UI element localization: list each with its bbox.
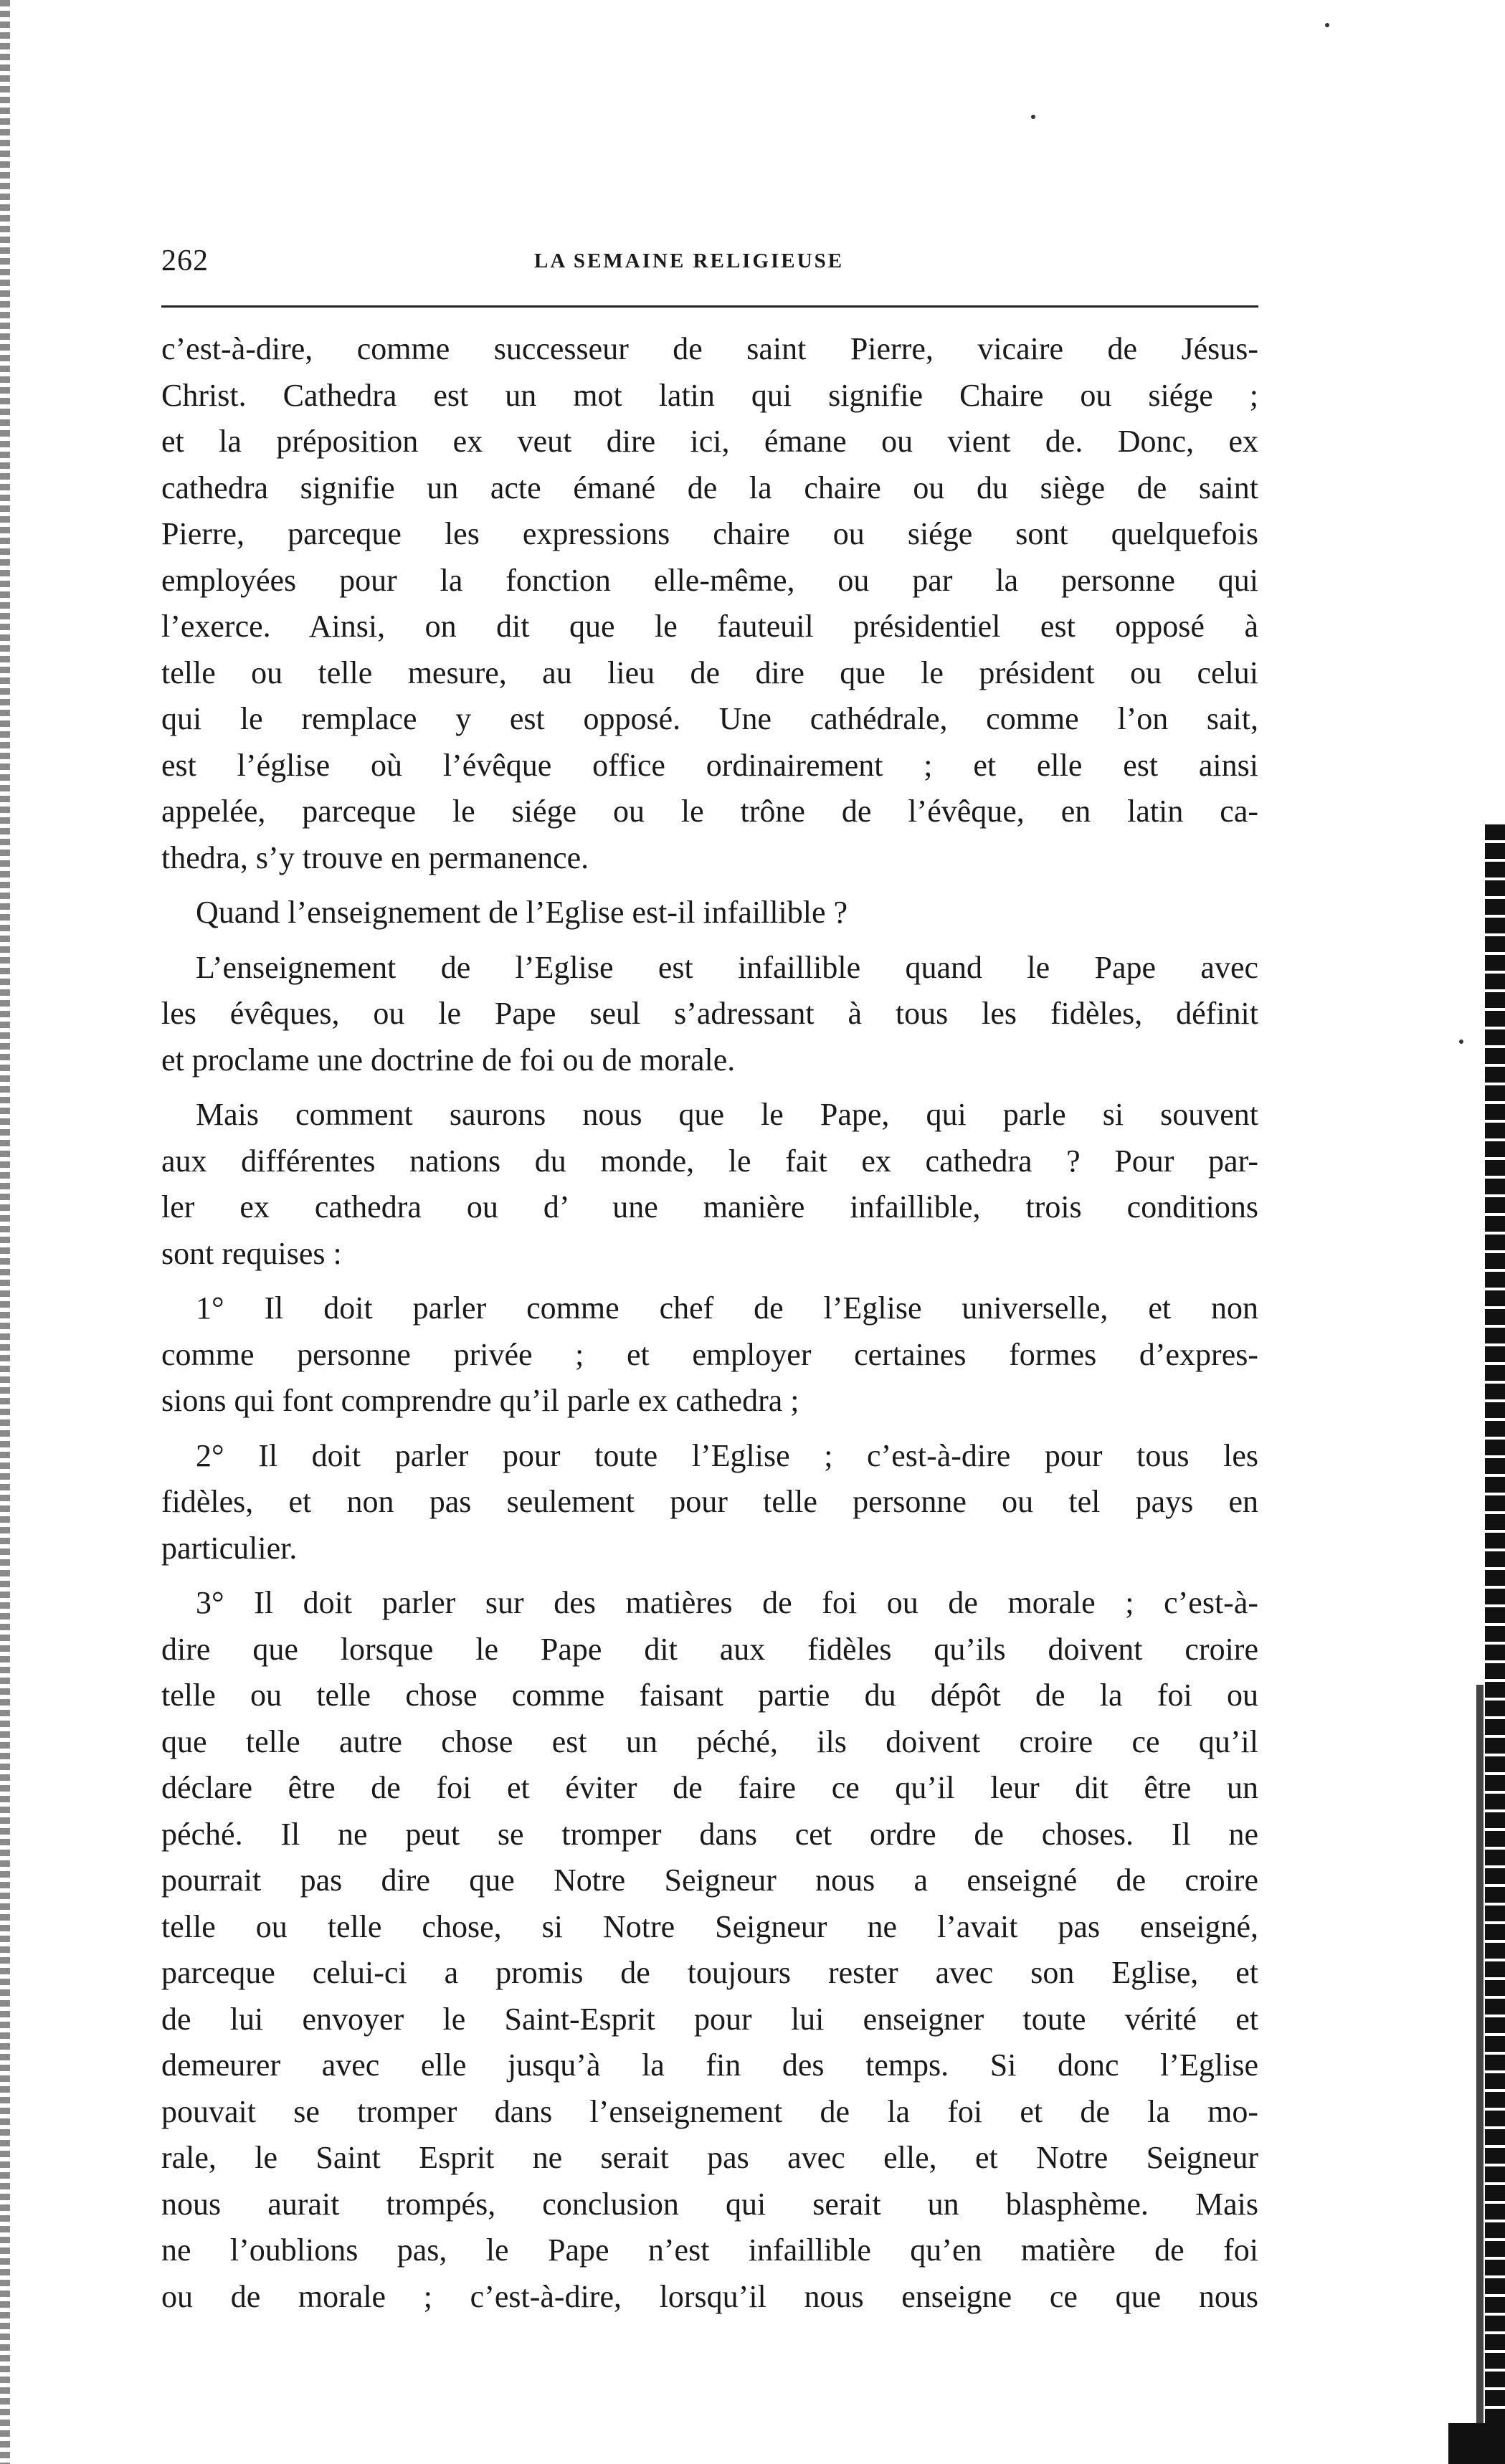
running-head: LA SEMAINE RELIGIEUSE	[534, 249, 845, 272]
text-line: L’enseignement de l’Eglise est infaillible quand le Pape avec	[196, 949, 1258, 985]
text-line: déclare être de foi et éviter de faire ce qu’il leur dit être un	[161, 1770, 1258, 1805]
scan-speck	[1031, 115, 1035, 119]
page-binding-edge	[0, 0, 10, 2464]
text-line: pouvait se tromper dans l’enseignement de la foi et de la mo-	[161, 2093, 1258, 2129]
text-line: est l’église où l’évêque office ordinairement ; et elle est ainsi	[161, 747, 1258, 783]
text-line: aux différentes nations du monde, le fait ex cathedra ? Pour par-	[161, 1143, 1258, 1179]
text-line: qui le remplace y est opposé. Une cathédrale, comme l’on sait,	[161, 701, 1258, 736]
paragraph	[161, 1285, 1258, 1424]
text-line: c’est-à-dire, comme successeur de saint Pierre, vicaire de Jésus-	[161, 331, 1258, 366]
body-text	[161, 326, 1258, 2329]
text-line: les évêques, ou le Pape seul s’adressant à tous les fidèles, définit	[161, 996, 1258, 1031]
page-corner-shadow	[1448, 2423, 1505, 2464]
page-right-edge-line	[1476, 1685, 1483, 2464]
text-line: thedra, s’y trouve en permanence.	[161, 839, 589, 875]
paragraph	[161, 1092, 1258, 1277]
text-line: fidèles, et non pas seulement pour telle personne ou tel pays en	[161, 1484, 1258, 1519]
text-line: rale, le Saint Esprit ne serait pas avec elle, et Notre Seigneur	[161, 2140, 1258, 2175]
scan-speck	[1325, 23, 1329, 27]
page-number: 262	[161, 244, 209, 277]
text-line: Quand l’enseignement de l’Eglise est-il infaillible ?	[196, 895, 848, 930]
text-line: 3° Il doit parler sur des matières de foi ou de morale ; c’est-à-	[196, 1585, 1258, 1620]
text-line: telle ou telle chose comme faisant partie du dépôt de la foi ou	[161, 1678, 1258, 1713]
text-line: ler ex cathedra ou d’ une manière infaillible, trois conditions	[161, 1189, 1258, 1224]
text-line: demeurer avec elle jusqu’à la fin des temps. Si donc l’Eglise	[161, 2047, 1258, 2083]
text-line: employées pour la fonction elle-même, ou par la personne qui	[161, 562, 1258, 598]
page-header	[161, 244, 1258, 287]
header-rule	[161, 305, 1258, 308]
text-line: pourrait pas dire que Notre Seigneur nous a enseigné de croire	[161, 1863, 1258, 1898]
paragraph	[161, 945, 1258, 1084]
text-line: telle ou telle mesure, au lieu de dire que le président ou celui	[161, 655, 1258, 690]
text-line: péché. Il ne peut se tromper dans cet ordre de choses. Il ne	[161, 1816, 1258, 1852]
paragraph	[161, 326, 1258, 881]
text-line: ne l’oublions pas, le Pape n’est infaillible qu’en matière de foi	[161, 2232, 1258, 2268]
text-line: et la préposition ex veut dire ici, émane ou vient de. Donc, ex	[161, 424, 1258, 459]
paragraph	[161, 1433, 1258, 1572]
text-line: Mais comment saurons nous que le Pape, qui parle si souvent	[196, 1097, 1258, 1132]
text-line: comme personne privée ; et employer certaines formes d’expres-	[161, 1336, 1258, 1372]
scan-speck	[1459, 1040, 1463, 1044]
text-line: Pierre, parceque les expressions chaire ou siége sont quelquefois	[161, 516, 1258, 551]
text-line: sont requises :	[161, 1235, 342, 1271]
text-line: nous aurait trompés, conclusion qui serait un blasphème. Mais	[161, 2186, 1258, 2222]
text-line: dire que lorsque le Pape dit aux fidèles qu’ils doivent croire	[161, 1631, 1258, 1667]
text-line: telle ou telle chose, si Notre Seigneur ne l’avait pas enseigné,	[161, 1908, 1258, 1944]
text-line: que telle autre chose est un péché, ils doivent croire ce qu’il	[161, 1723, 1258, 1759]
text-line: sions qui font comprendre qu’il parle ex cathedra ;	[161, 1383, 799, 1418]
paragraph	[161, 890, 1258, 936]
text-line: l’exerce. Ainsi, on dit que le fauteuil présidentiel est opposé à	[161, 609, 1258, 644]
text-line: parceque celui-ci a promis de toujours rester avec son Eglise, et	[161, 1955, 1258, 1990]
text-line: et proclame une doctrine de foi ou de morale.	[161, 1042, 736, 1078]
text-line: ou de morale ; c’est-à-dire, lorsqu’il nous enseigne ce que nous	[161, 2278, 1258, 2314]
text-line: 2° Il doit parler pour toute l’Eglise ; c’est-à-dire pour tous les	[196, 1437, 1258, 1473]
text-line: Christ. Cathedra est un mot latin qui signifie Chaire ou siége ;	[161, 377, 1258, 413]
paragraph	[161, 1580, 1258, 2320]
text-line: appelée, parceque le siége ou le trône de l’évêque, en latin ca-	[161, 794, 1258, 829]
text-line: cathedra signifie un acte émané de la chaire ou du siège de saint	[161, 470, 1258, 505]
text-line: 1° Il doit parler comme chef de l’Eglise universelle, et non	[196, 1290, 1258, 1326]
page-right-edge-shadow	[1485, 824, 1505, 2464]
text-line: de lui envoyer le Saint-Esprit pour lui enseigner toute vérité et	[161, 2001, 1258, 2037]
text-line: particulier.	[161, 1530, 298, 1566]
